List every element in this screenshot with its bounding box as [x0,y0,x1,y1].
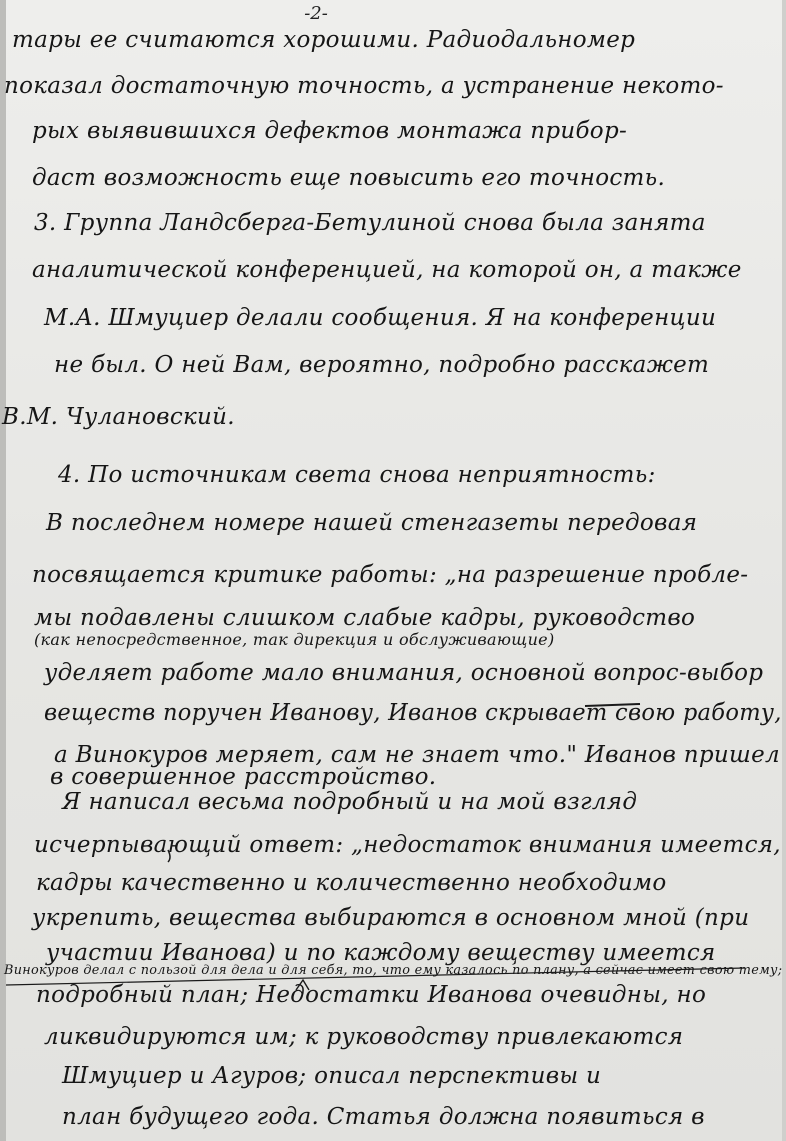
text-line: аналитической конференцией, на которой он, а также [32,257,742,283]
page-number: -2- [304,3,328,24]
text-line-inserted: Винокуров делал с пользой для дела и для себя, то, что ему казалось по плану, а сейчас имеет свою тему; [4,963,783,978]
text-line: в совершенное расстройство. [50,764,437,790]
text-line: мы подавлены слишком слабые кадры, руководство [34,605,696,631]
text-line: кадры качественно и количественно необходимо [36,870,667,896]
text-line: веществ поручен Иванову, Иванов скрывает свою работу, [44,700,782,726]
text-line: даст возможность еще повысить его точность. [32,165,666,191]
text-line: а Винокуров меряет, сам не знает что." Иванов пришел [54,742,780,768]
text-line: В.М. Чулановский. [2,404,235,430]
text-line: план будущего года. Статья должна появиться в [62,1104,705,1130]
text-line: М.А. Шмуциер делали сообщения. Я на конференции [44,305,717,331]
text-line: укрепить, вещества выбираются в основном мной (при [32,905,750,931]
text-line: Я написал весьма подробный и на мой взгляд [62,789,638,815]
text-line: В последнем номере нашей стенгазеты передовая [46,510,698,536]
text-line: посвящается критике работы: „на разрешение пробле- [32,562,749,588]
text-line: исчерпывающий ответ: „недостаток внимания имеется, [34,832,781,858]
text-line: участии Иванова) и по каждому веществу имеется [46,940,716,966]
text-line: подробный план; Недостатки Иванова очевидны, но [36,982,707,1008]
text-line: уделяет работе мало внимания, основной вопрос-выбор [44,660,764,686]
text-line-small: (как непосредственное, так дирекция и обслуживающие) [34,630,555,649]
text-line: 3. Группа Ландсберга-Бетулиной снова была занята [34,210,706,236]
text-line: 4. По источникам света снова неприятность: [58,462,656,488]
text-line: показал достаточную точность, а устранение некото- [4,73,724,99]
text-line: тары ее считаются хорошими. Радиодальномер [12,27,636,53]
text-line: рых выявившихся дефектов монтажа прибор- [32,118,628,144]
text-line: ликвидируются им; к руководству привлекаются [44,1024,684,1050]
text-line: Шмуциер и Агуров; описал перспективы и [62,1063,602,1089]
text-line: не был. О ней Вам, вероятно, подробно расскажет [54,352,710,378]
page-edge-right [782,0,786,1141]
